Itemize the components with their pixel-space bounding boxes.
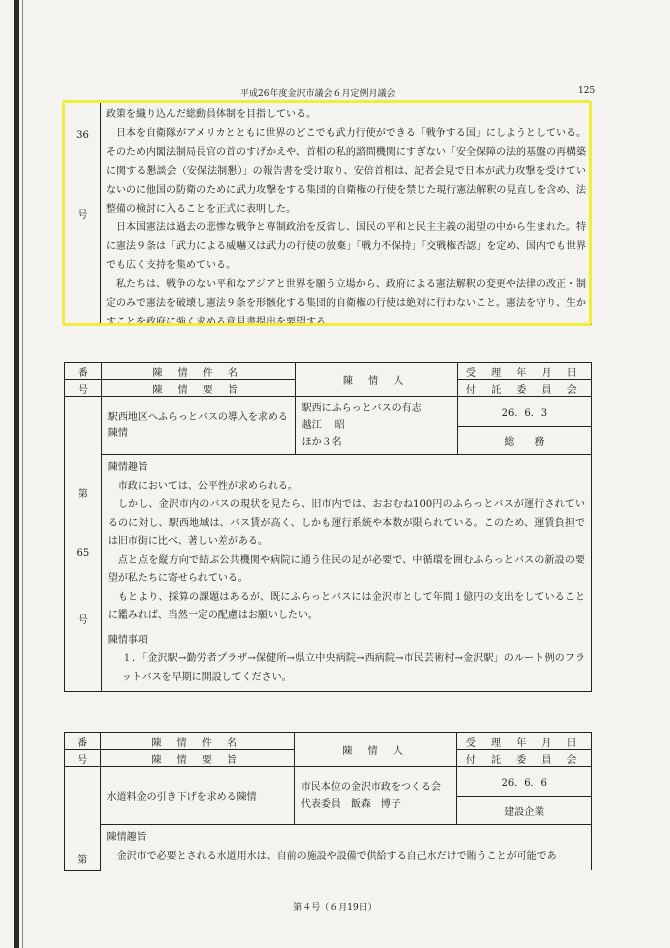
petition-66-subject: 水道料金の引き下げを求める陳情 — [100, 767, 294, 825]
petitioner-line: 代表委員 飯森 博子 — [300, 798, 401, 810]
col-committee: 付 託 委 員 会 — [457, 750, 592, 767]
col-received: 受 理 年 月 日 — [457, 363, 591, 380]
purpose-paragraph: 点と点を縦方向で結ぶ公共機関や病院に通う住民の足が必要で、中循環を囲むふらっとバスの新設の要望が私たちに寄せられている。 — [107, 554, 585, 584]
page-footer: 第４号（６月19日） — [293, 903, 377, 913]
petition-66-petitioner — [294, 767, 456, 825]
col-committee: 付 託 委 員 会 — [457, 380, 591, 397]
items-heading: 陳情事項 — [107, 634, 148, 646]
col-petitioner: 陳 情 人 — [294, 733, 456, 767]
purpose-heading: 陳情趣旨 — [107, 462, 148, 473]
purpose-heading: 陳情趣旨 — [106, 832, 147, 843]
petition-66-num-prefix: 第 — [77, 855, 88, 866]
page-header-title: 平成26年度金沢市議会６月定例月議会 — [240, 89, 396, 99]
petitioner-line: ほか３名 — [301, 437, 342, 448]
binding-edge — [14, 0, 19, 948]
col-num-top: 番 — [65, 733, 101, 750]
petition-36-suffix: 号 — [77, 210, 88, 221]
petition-36-paragraph: 日本を自衛隊がアメリカとともに世界のどこでも武力行使ができる「戦争する国」にしようとしている。そのため内閣法制局長官の首のすげかえや、首相の私的諮問機関にすぎない「安全保障の法的基盤の再構築に関する懇談会（安保法制懇）」の報告書を受け取り、安倍首相は、記者会見で日本が武力攻撃を受けていないのに他国の防衛のために武力攻撃をする集団的自衛権の行使を禁じた現行憲法解釈の見直しを含め、法整備の検討に入ることを正式に表明した。 — [106, 127, 586, 215]
petition-66-date: 26．6．6 — [457, 767, 592, 797]
purpose-paragraph: 金沢市で必要とされる水道用水は、自前の施設や設備で供給する自己水だけで賄うことが可能であ — [116, 850, 557, 862]
petition-65-num-suffix: 号 — [77, 615, 88, 626]
col-subject: 陳 情 件 名 — [100, 733, 294, 750]
page-number: 125 — [578, 86, 596, 96]
petition-66-table — [64, 732, 592, 871]
binding-line — [22, 0, 23, 948]
petition-65-committee: 総 務 — [457, 427, 591, 455]
petition-66-committee: 建設企業 — [457, 797, 592, 825]
petition-65-num: 65 — [76, 548, 90, 559]
petition-65-table — [64, 362, 592, 692]
petition-65-number-cell — [65, 397, 102, 692]
purpose-paragraph: もとより、採算の課題はあるが、既にふらっとバスには金沢市として年間１億円の支出をしていることに鑑みれば、当然一定の配慮はお願いしたい。 — [107, 591, 585, 621]
col-num-top: 番 — [65, 363, 102, 380]
petition-36-number-column — [64, 102, 101, 325]
petition-66-body — [100, 825, 591, 871]
petition-65-petitioner — [295, 397, 457, 455]
petition-65-date: 26．6．3 — [457, 397, 591, 427]
petition-36-line: 政策を織り込んだ総動員体制を目指している。 — [106, 109, 316, 120]
item-1: １．「金沢駅→勤労者プラザ→保健所→県立中央病院→西病院→市民芸術村→金沢駅」のルート例のフラットバスを早期に開設してください。 — [121, 653, 585, 683]
col-subject: 陳 情 件 名 — [101, 363, 295, 380]
col-petitioner: 陳 情 人 — [295, 363, 457, 397]
purpose-paragraph: 市政においては、公平性が求められる。 — [117, 480, 298, 492]
petition-36-text — [106, 106, 586, 333]
petitioner-line: 駅西にふらっとバスの有志 — [301, 403, 422, 414]
petition-65-num-prefix: 第 — [77, 489, 88, 500]
petition-36-paragraph: 日本国憲法は過去の悲惨な戦争と専制政治を反省し、国民の平和と民主主義の渇望の中から生まれた。特に憲法９条は「武力による威嚇又は武力の行使の放棄」「戦力不保持」「交戦権否認」を定め、国内でも世界でも広く支持を集めている。 — [106, 222, 586, 272]
petitioner-line: 市民本位の金沢市政をつくる会 — [300, 781, 441, 793]
col-purpose: 陳 情 要 旨 — [100, 750, 294, 767]
col-purpose: 陳 情 要 旨 — [101, 380, 295, 397]
col-received: 受 理 年 月 日 — [457, 733, 592, 750]
petition-36-paragraph: 私たちは、戦争のない平和なアジアと世界を願う立場から、政府による憲法解釈の変更や法律の改正・制定のみで憲法を破壊し憲法９条を形骸化する集団的自衛権の行使は絶対に行わないこと。憲法を守り、生かすことを政府に強く求める意見書提出を要望する。 — [106, 279, 586, 328]
petition-65-subject: 駅西地区へふらっとバスの導入を求める陳情 — [101, 397, 295, 455]
petition-36-number: 36 — [76, 130, 89, 141]
petitioner-line: 越江 昭 — [301, 420, 345, 431]
purpose-paragraph: しかし、金沢市内のバスの現状を見たら、旧市内では、おおむね100円のふらっとバスが運行されているのに対し、駅西地域は、バス賃が高く、しかも運行系統や本数が限られている。このため、運賃負担では旧市街に比べ、著しい差がある。 — [107, 499, 585, 547]
petition-65-body — [101, 455, 591, 692]
petition-66-number-cell — [65, 767, 101, 871]
col-num-bottom: 号 — [65, 750, 101, 767]
col-num-bottom: 号 — [65, 380, 102, 397]
